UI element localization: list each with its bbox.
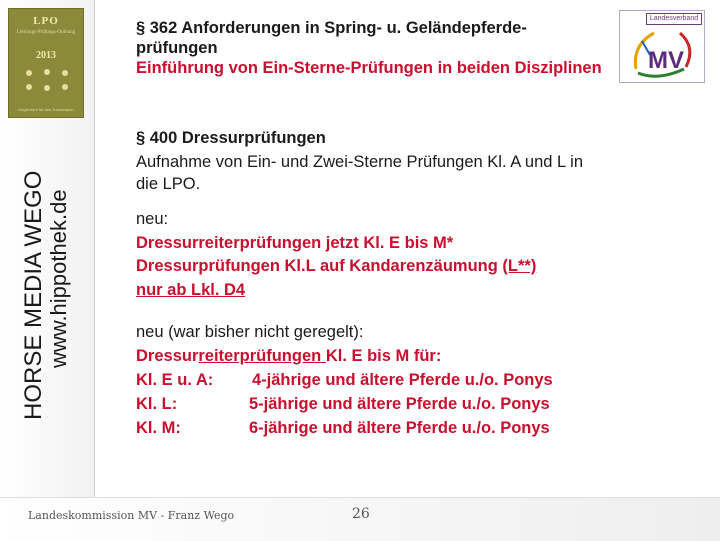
neu-line-2	[136, 256, 536, 277]
neu-line-2-underlined: (L**)	[502, 257, 537, 275]
section-400-title: § 400 Dressurprüfungen	[136, 129, 326, 147]
strip-divider	[94, 0, 95, 540]
age-row-class: Kl. E u. A:	[136, 371, 214, 389]
age-row-class: Kl. M:	[136, 419, 181, 437]
neu2-line-1-b: reiterprüfungen	[198, 347, 326, 365]
logo-tag: Landesverband	[646, 13, 702, 25]
age-row-desc: 5-jährige und ältere Pferde u./o. Ponys	[249, 395, 550, 413]
neu-line-1: Dressurreiterprüfungen jetzt Kl. E bis M*	[136, 234, 454, 252]
neu2-line-1	[136, 346, 441, 367]
header-line-1: § 362 Anforderungen in Spring- u. Geländepferde-	[136, 19, 527, 37]
logo-mv: MV	[648, 47, 684, 74]
page-number: 26	[352, 506, 370, 522]
age-row-desc: 6-jährige und ältere Pferde u./o. Ponys	[249, 419, 550, 437]
landesverband-logo	[619, 10, 705, 83]
book-year: 2013	[36, 50, 56, 61]
footer-author: Landeskommission MV - Franz Wego	[28, 509, 235, 522]
neu-label: neu:	[136, 210, 169, 228]
neu2-label: neu (war bisher nicht geregelt):	[136, 323, 364, 341]
vertical-brand	[18, 100, 78, 420]
age-row-desc: 4-jährige und ältere Pferde u./o. Ponys	[252, 371, 553, 389]
neu-line-2-text: Dressurprüfungen Kl.L auf Kandarenzäumung	[136, 257, 503, 275]
book-footer: Reglement für den Turniersport	[18, 107, 74, 112]
horse-figures-icon	[21, 67, 73, 95]
section-400-body-1: Aufnahme von Ein- und Zwei-Sterne Prüfungen Kl. A und L in	[136, 153, 583, 171]
section-400-body-2: die LPO.	[136, 175, 201, 193]
neu2-line-1-c: Kl. E bis M für:	[325, 347, 442, 365]
neu-line-3: nur ab Lkl. D4	[136, 281, 246, 299]
header-line-2: prüfungen	[136, 39, 218, 57]
age-row-class: Kl. L:	[136, 395, 178, 413]
brand-name: HORSE MEDIA WEGO	[20, 170, 47, 420]
book-title: LPO	[33, 15, 59, 27]
neu2-line-1-a: Dressur	[136, 347, 199, 365]
header-line-3: Einführung von Ein-Sterne-Prüfungen in beiden Disziplinen	[136, 59, 602, 77]
brand-url: www.hippothek.de	[46, 189, 71, 368]
book-subtitle: Leistungs-Prüfungs-Ordnung	[16, 30, 76, 35]
